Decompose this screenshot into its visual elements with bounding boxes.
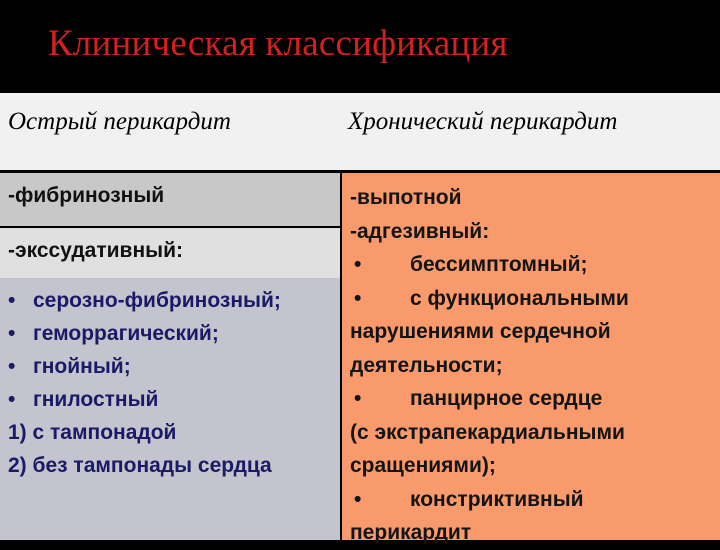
list-item-text: -адгезивный:	[350, 219, 490, 243]
list-item-text: перикардит	[350, 521, 472, 544]
numbered-item-text: 1) с тампонадой	[8, 421, 177, 444]
list-item-text: (с экстрапекардиальными	[350, 420, 625, 444]
bullet-icon: •	[8, 289, 16, 312]
bullet-icon: •	[8, 388, 16, 411]
chronic-types-list	[348, 181, 720, 550]
list-item	[0, 383, 340, 416]
list-item	[348, 181, 720, 215]
list-item-text: гнойный;	[33, 355, 131, 378]
header-chronic-pericarditis: Хронический перикардит	[348, 108, 618, 135]
list-item-text: панцирное сердце	[410, 387, 603, 410]
list-item	[0, 350, 340, 383]
title-bar	[0, 0, 720, 93]
list-item	[0, 317, 340, 350]
list-item-text: деятельности;	[350, 353, 503, 377]
list-item-text: серозно-фибринозный;	[33, 289, 281, 312]
list-item-text: констриктивный	[410, 487, 584, 511]
acute-exudative-text: -экссудативный:	[8, 239, 183, 262]
list-item	[348, 315, 720, 349]
acute-row-exudative	[0, 228, 340, 278]
bullet-icon: •	[354, 286, 362, 310]
bullet-icon: •	[354, 387, 362, 410]
list-item	[348, 349, 720, 383]
acute-fibrinous-text: -фибринозный	[8, 184, 165, 207]
list-item	[348, 416, 720, 450]
list-item	[0, 284, 340, 317]
list-item	[348, 516, 720, 550]
list-item-text: бессимптомный;	[410, 253, 588, 276]
list-item-text: -выпотной	[350, 186, 462, 209]
table-header-row	[0, 93, 720, 170]
list-item-text: геморрагический;	[33, 322, 219, 345]
list-item-text: с функциональными	[410, 286, 629, 310]
acute-column	[0, 173, 340, 540]
list-item	[348, 248, 720, 282]
numbered-item-text: 2) без тампонады сердца	[8, 454, 272, 477]
bullet-icon: •	[354, 253, 362, 276]
slide-title: Клиническая классификация	[48, 23, 508, 64]
bullet-icon: •	[8, 355, 16, 378]
list-item	[348, 449, 720, 483]
chronic-column	[342, 173, 720, 544]
list-item	[348, 382, 720, 416]
acute-row-fibrinous	[0, 173, 340, 226]
list-item	[348, 483, 720, 517]
list-item	[348, 215, 720, 249]
list-item-text: гнилостный	[33, 388, 159, 411]
bullet-icon: •	[8, 322, 16, 345]
list-item-text: сращениями);	[350, 454, 496, 477]
list-item	[348, 282, 720, 316]
header-acute-pericarditis: Острый перикардит	[8, 108, 231, 135]
acute-subtypes-list	[0, 284, 340, 482]
list-item	[0, 416, 340, 449]
list-item-text: нарушениями сердечной	[350, 320, 611, 343]
bullet-icon: •	[354, 487, 362, 511]
list-item	[0, 449, 340, 482]
